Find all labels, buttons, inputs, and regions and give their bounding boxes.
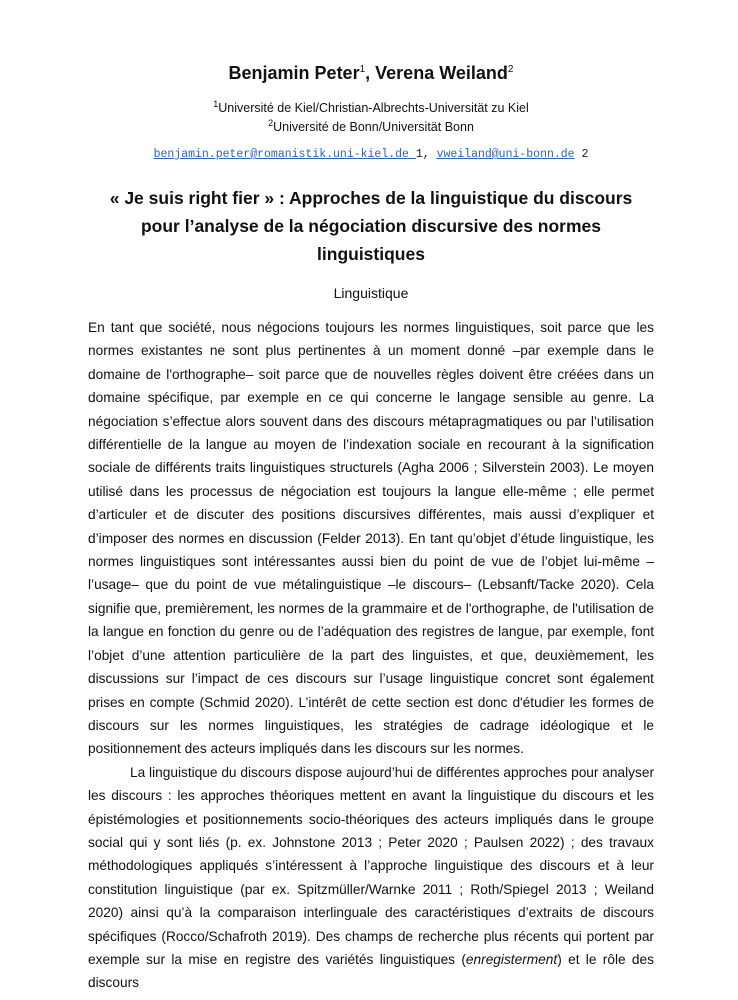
affiliation-marker-1: 1 bbox=[213, 99, 219, 109]
paragraph-1: En tant que société, nous négocions toujours les normes linguistiques, soit parce que les normes existantes ne sont plus pertinentes à un moment donné –par exemple dans le domaine de l'orthographe– soit parce que de nouvelles règles doivent être créées dans un domaine spécifique, par exemple en ce qui concerne le langage sensible au genre. La négociation s’effectue alors souvent dans des discours métapragmatiques ou par l’utilisation différentielle de la langue au moyen de l’indexation sociale en recourant à la signification sociale de différents traits linguistiques structurels (Agha 2006 ; Silverstein 2003). Le moyen utilisé dans les processus de négociation est toujours la langue elle-même ; elle permet d’articuler et de discuter des positions discursives différentes, mais aussi d’expliquer et d’imposer des normes en discussion (Felder 2013). En tant qu’objet d’étude linguistique, les normes linguistiques sont intéressantes aussi bien du point de vue de l’objet lui-même –l’usage– que du point de vue métalinguistique –le discours– (Lebsanft/Tacke 2020). Cela signifie que, premièrement, les normes de la grammaire et de l'orthographe, de l'utilisation de la langue en fonction du genre ou de l’adéquation des registres de langue, par exemple, font l’objet d’une attention particulière de la part des linguistes, et que, deuxièmement, les discussions sur l’impact de ces discours sur l’usage linguistique concret sont également prises en compte (Schmid 2020). L’intérêt de cette section est donc d'étudier les formes de discours sur les normes linguistiques, les stratégies de cadrage idéologique et le positionnement des acteurs impliqués dans les discours sur les normes. bbox=[88, 320, 654, 757]
author-name-1: Benjamin Peter bbox=[228, 63, 360, 83]
paragraph-2-text-start: La linguistique du discours dispose aujourd’hui de différentes approches pour analyser les discours : les approches théoriques mettent en avant la linguistique du discours et les épistémologies et positionnements socio-théoriques des acteurs impliqués dans le groupe social qui y sont liés (p. ex. Johnstone 2013 ; Peter 2020 ; Paulsen 2022) ; des travaux méthodologiques appliqués s’intéressent à l’approche linguistique des discours et à leur constitution linguistique (par ex. Spitzmüller/Warnke 2011 ; Roth/Spiegel 2013 ; Weiland 2020) ainsi qu’à la comparaison interlinguale des caractéristiques d’extraits de discours spécifiques (Rocco/Schafroth 2019). Des champs de recherche plus récents qui portent par exemple sur la mise en registre des variétés linguistiques ( bbox=[88, 764, 655, 967]
email-separator: , bbox=[422, 148, 437, 161]
author-affiliation-marker-1: 1 bbox=[359, 64, 366, 75]
paragraph-2-italic-term: enregisterment bbox=[465, 951, 558, 967]
email-ref-1: 1 bbox=[415, 148, 423, 161]
affiliation-text-2: Université de Bonn/Universität Bonn bbox=[273, 120, 474, 134]
email-link-1[interactable]: benjamin.peter@romanistik.uni-kiel.de bbox=[153, 148, 416, 161]
paragraph-2-text-end: ) et le rôle des discours bbox=[88, 951, 654, 991]
email-link-2[interactable]: vweiland@uni-bonn.de bbox=[436, 148, 575, 161]
paragraph-2 bbox=[88, 761, 654, 995]
author-name-2: Verena Weiland bbox=[375, 63, 508, 83]
affiliation-marker-2: 2 bbox=[268, 118, 274, 128]
emails-line bbox=[88, 148, 654, 162]
email-ref-2: 2 bbox=[574, 148, 589, 161]
section-label: Linguistique bbox=[333, 285, 409, 301]
affiliation-1 bbox=[88, 97, 654, 116]
affiliations bbox=[88, 97, 654, 135]
author-separator: , bbox=[365, 63, 376, 83]
body-text bbox=[88, 316, 654, 995]
paper-title: « Je suis right fier » : Approches de la linguistique du discours pour l’analyse de la négociation discursive des normes linguistiques bbox=[109, 188, 633, 264]
document-page bbox=[88, 58, 654, 995]
affiliation-text-1: Université de Kiel/Christian-Albrechts-Universität zu Kiel bbox=[218, 101, 529, 115]
affiliation-2 bbox=[88, 116, 654, 135]
authors-line bbox=[88, 58, 654, 85]
author-affiliation-marker-2: 2 bbox=[507, 64, 514, 75]
